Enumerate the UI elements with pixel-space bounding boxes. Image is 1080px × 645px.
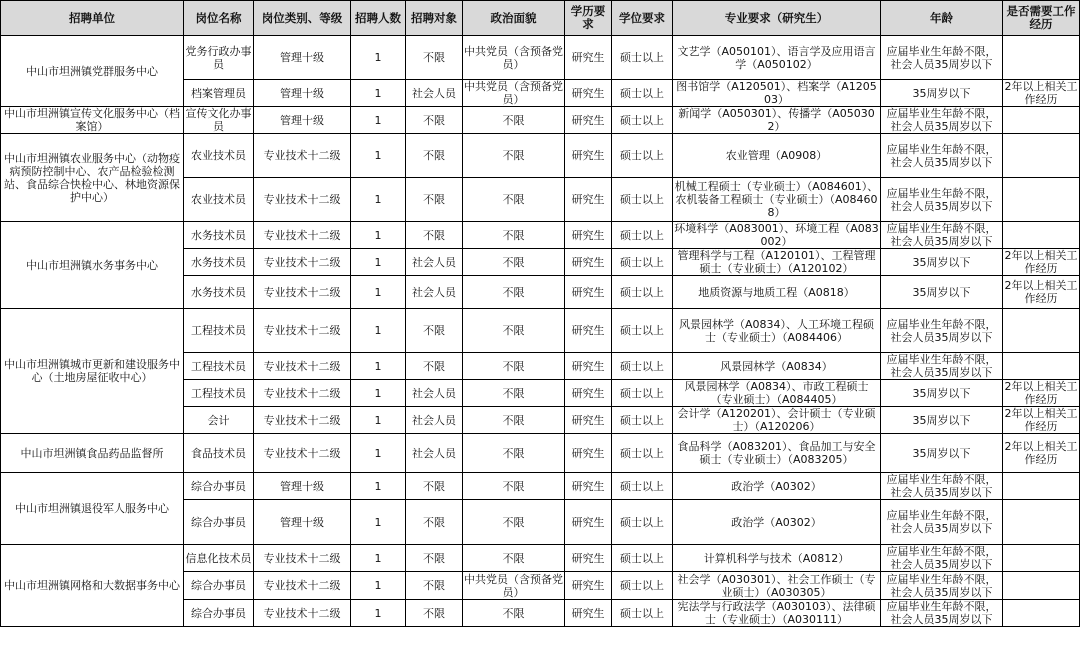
experience-req: [1003, 36, 1080, 80]
age-req: 应届毕业生年龄不限，社会人员35周岁以下: [881, 600, 1003, 627]
post-name: 工程技术员: [184, 380, 254, 407]
political-status: 不限: [463, 380, 565, 407]
hire-count: 1: [351, 545, 406, 572]
post-category: 专业技术十二级: [254, 434, 351, 473]
hire-count: 1: [351, 36, 406, 80]
age-req: 35周岁以下: [881, 80, 1003, 107]
col-header-degree: 学位要求: [612, 1, 673, 36]
education-req: 研究生: [565, 178, 612, 222]
post-category: 专业技术十二级: [254, 178, 351, 222]
post-name: 水务技术员: [184, 222, 254, 249]
hire-target: 不限: [406, 222, 463, 249]
political-status: 不限: [463, 276, 565, 309]
recruiting-unit: 中山市坦洲镇退役军人服务中心: [1, 473, 184, 545]
age-req: 应届毕业生年龄不限，社会人员35周岁以下: [881, 500, 1003, 545]
degree-req: 硕士以上: [612, 473, 673, 500]
hire-target: 不限: [406, 107, 463, 134]
degree-req: 硕士以上: [612, 545, 673, 572]
experience-req: 2年以上相关工作经历: [1003, 276, 1080, 309]
degree-req: 硕士以上: [612, 434, 673, 473]
recruiting-unit: 中山市坦洲镇党群服务中心: [1, 36, 184, 107]
col-header-category: 岗位类别、等级: [254, 1, 351, 36]
political-status: 不限: [463, 249, 565, 276]
post-name: 档案管理员: [184, 80, 254, 107]
hire-count: 1: [351, 600, 406, 627]
education-req: 研究生: [565, 80, 612, 107]
degree-req: 硕士以上: [612, 276, 673, 309]
post-name: 综合办事员: [184, 473, 254, 500]
experience-req: [1003, 572, 1080, 600]
political-status: 不限: [463, 107, 565, 134]
degree-req: 硕士以上: [612, 407, 673, 434]
major-req: 政治学（A0302）: [673, 500, 881, 545]
degree-req: 硕士以上: [612, 380, 673, 407]
hire-count: 1: [351, 309, 406, 353]
education-req: 研究生: [565, 434, 612, 473]
post-category: 专业技术十二级: [254, 407, 351, 434]
table-row: [1, 36, 1080, 80]
col-header-unit: 招聘单位: [1, 1, 184, 36]
hire-count: 1: [351, 380, 406, 407]
recruiting-unit: 中山市坦洲镇水务事务中心: [1, 222, 184, 309]
degree-req: 硕士以上: [612, 600, 673, 627]
experience-req: 2年以上相关工作经历: [1004, 407, 1078, 433]
education-req: 研究生: [565, 222, 612, 249]
degree-req: 硕士以上: [612, 353, 673, 380]
experience-req: 2年以上相关工作经历: [1004, 80, 1078, 106]
age-req: 应届毕业生年龄不限，社会人员35周岁以下: [881, 178, 1003, 222]
age-req: 应届毕业生年龄不限，社会人员35周岁以下: [881, 545, 1003, 572]
hire-target: 社会人员: [406, 249, 463, 276]
experience-req: [1003, 222, 1080, 249]
education-req: 研究生: [565, 473, 612, 500]
header-row: [1, 1, 1080, 36]
age-req: 35周岁以下: [881, 249, 1003, 276]
age-req: 应届毕业生年龄不限，社会人员35周岁以下: [881, 572, 1003, 600]
age-req: 应届毕业生年龄不限，社会人员35周岁以下: [881, 353, 1003, 380]
post-name: 食品技术员: [184, 434, 254, 473]
age-req: 应届毕业生年龄不限，社会人员35周岁以下: [881, 107, 1003, 134]
political-status: 不限: [463, 222, 565, 249]
major-req: 图书馆学（A120501）、档案学（A120503）: [673, 80, 881, 107]
degree-req: 硕士以上: [612, 178, 673, 222]
political-status: 不限: [463, 600, 565, 627]
education-req: 研究生: [565, 107, 612, 134]
major-req: 新闻学（A050301）、传播学（A050302）: [673, 107, 881, 134]
education-req: 研究生: [565, 249, 612, 276]
hire-target: 不限: [406, 500, 463, 545]
age-req: 应届毕业生年龄不限，社会人员35周岁以下: [881, 36, 1003, 80]
major-req: 政治学（A0302）: [673, 473, 881, 500]
table-row: [1, 134, 1080, 178]
table-row: [1, 107, 1080, 134]
post-name: 党务行政办事员: [184, 36, 254, 80]
hire-target: 不限: [406, 600, 463, 627]
experience-req: [1003, 500, 1080, 545]
hire-count: 1: [351, 353, 406, 380]
major-req: 地质资源与地质工程（A0818）: [673, 276, 881, 309]
post-name: 宣传文化办事员: [185, 107, 252, 133]
political-status: 不限: [463, 353, 565, 380]
post-name: 综合办事员: [184, 500, 254, 545]
table-row: [1, 222, 1080, 249]
experience-req: [1003, 134, 1080, 178]
table-row: [1, 473, 1080, 500]
col-header-post: 岗位名称: [184, 1, 254, 36]
recruiting-unit: 中山市坦洲镇食品药品监督所: [1, 434, 184, 473]
education-req: 研究生: [565, 36, 612, 80]
post-name: 信息化技术员: [184, 545, 254, 572]
hire-target: 不限: [406, 545, 463, 572]
education-req: 研究生: [565, 545, 612, 572]
post-category: 专业技术十二级: [254, 222, 351, 249]
post-category: 专业技术十二级: [254, 600, 351, 627]
degree-req: 硕士以上: [612, 572, 673, 600]
post-category: 管理十级: [254, 473, 351, 500]
political-status: 不限: [463, 500, 565, 545]
hire-target: 不限: [406, 473, 463, 500]
major-req: 机械工程硕士（专业硕士）（A084601）、农机装备工程硕士（专业硕士）（A084608）: [673, 178, 881, 222]
post-category: 管理十级: [254, 80, 351, 107]
political-status: 不限: [463, 178, 565, 222]
experience-req: [1003, 600, 1080, 627]
post-category: 管理十级: [254, 107, 351, 134]
experience-req: 2年以上相关工作经历: [1004, 380, 1078, 406]
post-category: 专业技术十二级: [254, 249, 351, 276]
hire-target: 不限: [406, 178, 463, 222]
recruiting-unit: 中山市坦洲镇农业服务中心（动物疫病预防控制中心、农产品检验检测站、食品综合快检中心、林地资源保护中心）: [1, 134, 184, 222]
hire-count: 1: [351, 500, 406, 545]
education-req: 研究生: [565, 572, 612, 600]
post-name: 工程技术员: [184, 353, 254, 380]
education-req: 研究生: [565, 407, 612, 434]
education-req: 研究生: [565, 134, 612, 178]
hire-count: 1: [351, 80, 406, 107]
political-status: 不限: [463, 407, 565, 434]
major-req: 环境科学（A083001）、环境工程（A083002）: [674, 222, 879, 248]
degree-req: 硕士以上: [612, 134, 673, 178]
hire-count: 1: [351, 249, 406, 276]
hire-target: 不限: [406, 36, 463, 80]
experience-req: [1003, 353, 1080, 380]
degree-req: 硕士以上: [612, 249, 673, 276]
col-header-age: 年龄: [881, 1, 1003, 36]
hire-count: 1: [351, 107, 406, 134]
table-row: [1, 309, 1080, 353]
recruiting-unit: 中山市坦洲镇网格和大数据事务中心: [1, 545, 184, 627]
major-req: 风景园林学（A0834）、市政工程硕士（专业硕士）（A084405）: [673, 380, 881, 407]
post-name: 水务技术员: [184, 276, 254, 309]
hire-target: 不限: [406, 309, 463, 353]
hire-target: 社会人员: [406, 380, 463, 407]
recruiting-unit: 中山市坦洲镇城市更新和建设服务中心（土地房屋征收中心）: [1, 309, 184, 434]
age-req: 应届毕业生年龄不限，社会人员35周岁以下: [881, 222, 1003, 249]
political-status: 中共党员（含预备党员）: [464, 80, 563, 106]
post-category: 管理十级: [254, 36, 351, 80]
political-status: 不限: [463, 473, 565, 500]
hire-count: 1: [351, 407, 406, 434]
age-req: 应届毕业生年龄不限，社会人员35周岁以下: [881, 134, 1003, 178]
major-req: 社会学（A030301）、社会工作硕士（专业硕士）（A030305）: [673, 572, 881, 600]
post-category: 专业技术十二级: [254, 353, 351, 380]
major-req: 文艺学（A050101）、语言学及应用语言学（A050102）: [673, 36, 881, 80]
hire-count: 1: [351, 572, 406, 600]
post-category: 专业技术十二级: [254, 545, 351, 572]
experience-req: [1003, 473, 1080, 500]
education-req: 研究生: [565, 309, 612, 353]
recruiting-unit: 中山市坦洲镇宣传文化服务中心（档案馆）: [1, 107, 184, 134]
political-status: 不限: [463, 434, 565, 473]
experience-req: [1003, 107, 1080, 134]
post-category: 专业技术十二级: [254, 134, 351, 178]
table-row: [1, 434, 1080, 473]
hire-count: 1: [351, 276, 406, 309]
age-req: 35周岁以下: [881, 276, 1003, 309]
post-name: 农业技术员: [184, 134, 254, 178]
post-name: 会计: [184, 407, 254, 434]
degree-req: 硕士以上: [612, 107, 673, 134]
hire-count: 1: [351, 222, 406, 249]
col-header-experience: 是否需要工作经历: [1003, 1, 1080, 36]
hire-target: 不限: [406, 572, 463, 600]
degree-req: 硕士以上: [612, 309, 673, 353]
col-header-political: 政治面貌: [463, 1, 565, 36]
major-req: 宪法学与行政法学（A030103）、法律硕士（专业硕士）（A030111）: [673, 600, 881, 627]
major-req: 计算机科学与技术（A0812）: [673, 545, 881, 572]
hire-count: 1: [351, 134, 406, 178]
experience-req: [1003, 178, 1080, 222]
degree-req: 硕士以上: [612, 36, 673, 80]
hire-target: 社会人员: [406, 407, 463, 434]
education-req: 研究生: [565, 500, 612, 545]
political-status: 不限: [463, 309, 565, 353]
hire-target: 不限: [406, 134, 463, 178]
education-req: 研究生: [565, 353, 612, 380]
experience-req: 2年以上相关工作经历: [1004, 249, 1078, 275]
major-req: 农业管理（A0908）: [673, 134, 881, 178]
degree-req: 硕士以上: [612, 500, 673, 545]
hire-target: 社会人员: [406, 434, 463, 473]
col-header-major: 专业要求（研究生）: [673, 1, 881, 36]
political-status: 不限: [463, 134, 565, 178]
post-name: 综合办事员: [184, 600, 254, 627]
hire-count: 1: [351, 434, 406, 473]
degree-req: 硕士以上: [612, 222, 673, 249]
col-header-target: 招聘对象: [406, 1, 463, 36]
table-row: [1, 545, 1080, 572]
col-header-education: 学历要求: [565, 1, 612, 36]
hire-target: 社会人员: [406, 276, 463, 309]
major-req: 食品科学（A083201）、食品加工与安全硕士（专业硕士）（A083205）: [673, 434, 881, 473]
education-req: 研究生: [565, 600, 612, 627]
major-req: 风景园林学（A0834）、人工环境工程硕士（专业硕士）（A084406）: [673, 309, 881, 353]
age-req: 35周岁以下: [881, 380, 1003, 407]
post-name: 水务技术员: [184, 249, 254, 276]
hire-count: 1: [351, 178, 406, 222]
experience-req: [1003, 309, 1080, 353]
post-category: 管理十级: [254, 500, 351, 545]
experience-req: [1003, 545, 1080, 572]
hire-count: 1: [351, 473, 406, 500]
post-name: 综合办事员: [184, 572, 254, 600]
post-category: 专业技术十二级: [254, 276, 351, 309]
age-req: 35周岁以下: [881, 434, 1003, 473]
education-req: 研究生: [565, 380, 612, 407]
post-name: 农业技术员: [184, 178, 254, 222]
age-req: 35周岁以下: [881, 407, 1003, 434]
age-req: 应届毕业生年龄不限，社会人员35周岁以下: [881, 473, 1003, 500]
post-category: 专业技术十二级: [254, 380, 351, 407]
degree-req: 硕士以上: [612, 80, 673, 107]
hire-target: 不限: [406, 353, 463, 380]
education-req: 研究生: [565, 276, 612, 309]
political-status: 不限: [463, 545, 565, 572]
political-status: 中共党员（含预备党员）: [463, 36, 565, 80]
col-header-count: 招聘人数: [351, 1, 406, 36]
post-category: 专业技术十二级: [254, 309, 351, 353]
post-name: 工程技术员: [184, 309, 254, 353]
major-req: 管理科学与工程（A120101）、工程管理硕士（专业硕士）（A120102）: [673, 249, 881, 276]
experience-req: 2年以上相关工作经历: [1003, 434, 1080, 473]
hire-target: 社会人员: [406, 80, 463, 107]
post-category: 专业技术十二级: [254, 572, 351, 600]
major-req: 风景园林学（A0834）: [673, 353, 881, 380]
age-req: 应届毕业生年龄不限，社会人员35周岁以下: [881, 309, 1003, 353]
major-req: 会计学（A120201）、会计硕士（专业硕士）（A120206）: [673, 407, 881, 434]
political-status: 中共党员（含预备党员）: [464, 572, 563, 599]
